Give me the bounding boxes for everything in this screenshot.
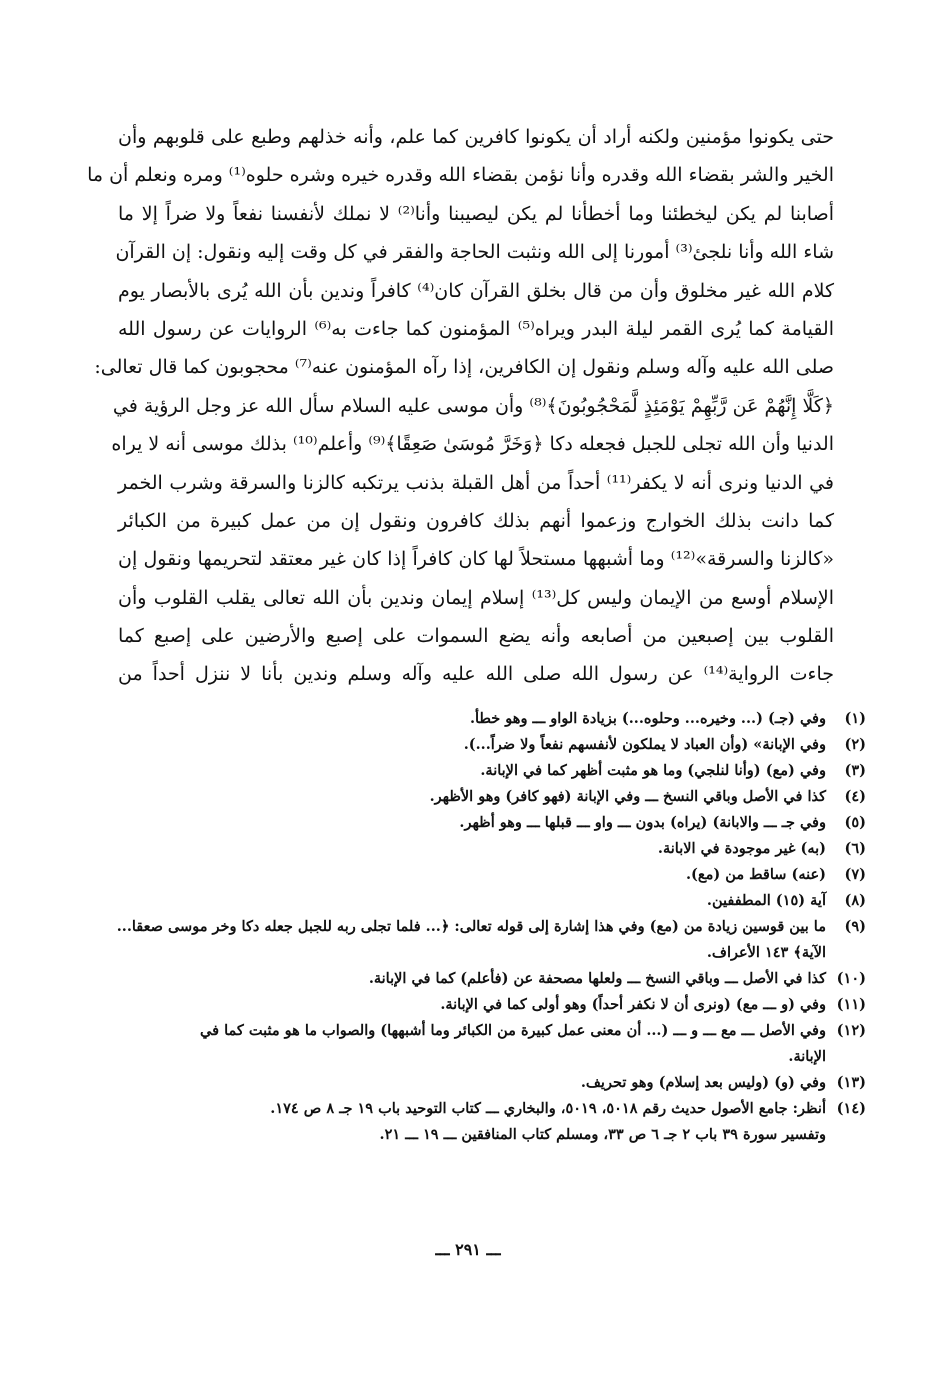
body-line: كلام الله غير مخلوق وأن من قال بخلق القرآن كان⁽⁴⁾ كافراً وندين بأن الله يُرى بالأبصار يوم: [118, 279, 834, 302]
footnote-number: (٥): [844, 814, 866, 831]
body-line: ﴿كَلَّا إِنَّهُمْ عَن رَّبِّهِمْ يَوْمَئِذٍ لَّمَحْجُوبُونَ﴾⁽⁸⁾ وأن موسى عليه السلام سأل الله عز وجل الرؤية في: [112, 394, 834, 417]
footnote-text: [112, 914, 826, 966]
footnote-number: (١٤): [836, 1100, 866, 1117]
footnote-text: [112, 758, 826, 784]
footnote-line: (به) غير موجودة في الابانة.: [657, 840, 826, 857]
footnote-item: [112, 784, 872, 810]
body-line: في الدنيا ونرى أنه لا يكفر⁽¹¹⁾ أحداً من أهل القبلة بذنب يرتكبه كالزنا والسرقة وشرب الخمر: [118, 471, 834, 494]
main-body-text: [87, 118, 834, 694]
footnote-item: [112, 914, 872, 966]
footnote-line: وفي جـ ـــ والابانة) (يراه) بدون ـــ واو ـــ قبلها ـــ وهو أظهر.: [459, 814, 826, 831]
footnote-item: [112, 888, 872, 914]
footnote-number: (٢): [844, 736, 866, 753]
footnote-number: (٤): [844, 788, 866, 805]
footnote-text: [112, 966, 826, 992]
body-line: كما دانت بذلك الخوارج وزعموا أنهم بذلك كافرون ونقول إن من عمل كبيرة من الكبائر: [118, 509, 834, 532]
body-line: القيامة كما يُرى القمر ليلة البدر ويراه⁽⁵⁾ المؤمنون كما جاءت به⁽⁶⁾ الروايات عن رسول الله: [118, 317, 834, 340]
footnote-number: (١٢): [836, 1022, 866, 1039]
footnote-text: [112, 706, 826, 732]
footnote-number: (٨): [844, 892, 866, 909]
footnote-text: [112, 992, 826, 1018]
footnote-number: (١٣): [836, 1074, 866, 1091]
footnote-line: (عنه) ساقط من (مع).: [686, 866, 826, 883]
body-line: الإسلام أوسع من الإيمان وليس كل⁽¹³⁾ إسلام إيمان وندين بأن الله تعالى يقلب القلوب وأن: [118, 586, 834, 609]
footnote-line: وفي (و ـــ مع) (ونرى أن لا نكفر أحداً) وهو أولى كما في الإبانة.: [440, 996, 826, 1013]
footnote-item: [112, 966, 872, 992]
footnote-text: [112, 810, 826, 836]
footnote-item: [112, 1096, 872, 1148]
footnote-text: [112, 1096, 826, 1148]
footnote-text: [112, 1018, 826, 1070]
footnote-line: كذا في الأصل وباقي النسخ ـــ وفي الإبانة (فهو كافر) وهو الأظهر.: [429, 788, 826, 805]
body-line: جاءت الرواية⁽¹⁴⁾ عن رسول الله صلى الله عليه وآله وسلم وندين بأنا لا ننزل أحداً من: [118, 663, 834, 686]
body-line: حتى يكونوا مؤمنين ولكنه أراد أن يكونوا كافرين كما علم، وأنه خذلهم وطبع على قلوبهم وأن: [118, 126, 834, 148]
footnote-line: ما بين قوسين زيادة من (مع) وفي هذا إشارة إلى قوله تعالى: ﴿... فلما تجلى ربه للجبل جعله دكا وخر موسى صعقا...: [116, 918, 826, 935]
footnote-item: [112, 992, 872, 1018]
footnote-line: وفي (جـ) (... وخيره... وحلوه...) بزيادة الواو ـــ وهو خطأ.: [469, 710, 826, 727]
footnote-line: وفي الإبانة» (وأن العباد لا يملكون لأنفسهم نفعاً ولا ضراً...).: [463, 736, 826, 753]
footnote-item: [112, 1070, 872, 1096]
footnote-item: [112, 836, 872, 862]
footnote-item: [112, 862, 872, 888]
body-line: القلوب بين إصبعين من أصابعه وأنه يضع السموات على إصبع والأرضين على إصبع كما: [118, 625, 834, 648]
footnote-line: وفي الأصل ـــ مع ـــ و ـــ (... أن معنى عمل كبيرة من الكبائر وما أشبهها) والصواب ما هو مثبت كما في: [200, 1022, 826, 1039]
footnotes-section: [112, 706, 872, 1148]
footnote-number: (٦): [844, 840, 866, 857]
footnote-text: [112, 862, 826, 888]
footnote-item: [112, 758, 872, 784]
footnote-item: [112, 732, 872, 758]
footnote-item: [112, 706, 872, 732]
footnote-line: وفي (و) (وليس بعد إسلام) وهو تحريف.: [580, 1074, 826, 1091]
footnote-number: (١): [844, 710, 866, 727]
footnote-line: أنظر: جامع الأصول حديث رقم ٥٠١٨، ٥٠١٩، والبخاري ـــ كتاب التوحيد باب ١٩ جـ ٨ ص ١٧٤.: [270, 1100, 826, 1117]
footnote-line: وفي (مع) (وأنا لنلجي) وما هو مثبت أظهر كما في الإبانة.: [480, 762, 826, 779]
footnote-text: [112, 784, 826, 810]
footnote-line: وتفسير سورة ٣٩ باب ٢ جـ ٦ ص ٣٣، ومسلم كتاب المنافقين ـــ ١٩ ـــ ٢١.: [379, 1126, 826, 1143]
body-line: شاء الله وأنا نلجئ⁽³⁾ أمورنا إلى الله ونثبت الحاجة والفقر في كل وقت إليه ونقول: إن القرآن: [115, 241, 834, 264]
page-number: ـــ ٢٩١ ـــ: [435, 1240, 501, 1259]
footnote-line: الإبانة.: [788, 1048, 826, 1065]
footnote-line: آية (١٥) المطففين.: [706, 892, 826, 909]
footnote-number: (١١): [836, 996, 866, 1013]
footnote-item: [112, 1018, 872, 1070]
body-line: أصابنا لم يكن ليخطئنا وما أخطأنا لم يكن ليصيبنا وأنا⁽²⁾ لا نملك لأنفسنا نفعاً ولا ضراً إلا ما: [118, 202, 834, 225]
footnote-number: (٣): [844, 762, 866, 779]
body-line: «كالزنا والسرقة»⁽¹²⁾ وما أشبهها مستحلاً لها كان كافراً إذا كان غير معتقد لتحريمها ونقول إن: [118, 548, 834, 571]
body-line: الخير والشر بقضاء الله وقدره وأنا نؤمن بقضاء الله وقدره خيره وشره حلوه⁽¹⁾ ومره ونعلم أن ما: [87, 164, 834, 187]
footnote-line: كذا في الأصل ـــ وباقي النسخ ـــ ولعلها مصحفة عن (فأعلم) كما في الإبانة.: [368, 970, 826, 987]
body-line: الدنيا وأن الله تجلى للجبل فجعله دكا ﴿وَخَرَّ مُوسَىٰ صَعِقًا﴾⁽⁹⁾ وأعلم⁽¹⁰⁾ بذلك موسى أنه لا يراه: [111, 433, 834, 456]
footnote-number: (٧): [844, 866, 866, 883]
footnote-line: الآية﴾ ١٤٣ الأعراف.: [706, 944, 826, 961]
footnote-text: [112, 888, 826, 914]
footnote-text: [112, 1070, 826, 1096]
footnote-number: (١٠): [836, 970, 866, 987]
footnote-text: [112, 836, 826, 862]
body-line: صلى الله عليه وآله وسلم ونقول إن الكافرين، إذا رآه المؤمنون عنه⁽⁷⁾ محجوبون كما قال تعالى:: [94, 356, 834, 379]
footnote-text: [112, 732, 826, 758]
footnote-number: (٩): [844, 918, 866, 935]
footnote-item: [112, 810, 872, 836]
